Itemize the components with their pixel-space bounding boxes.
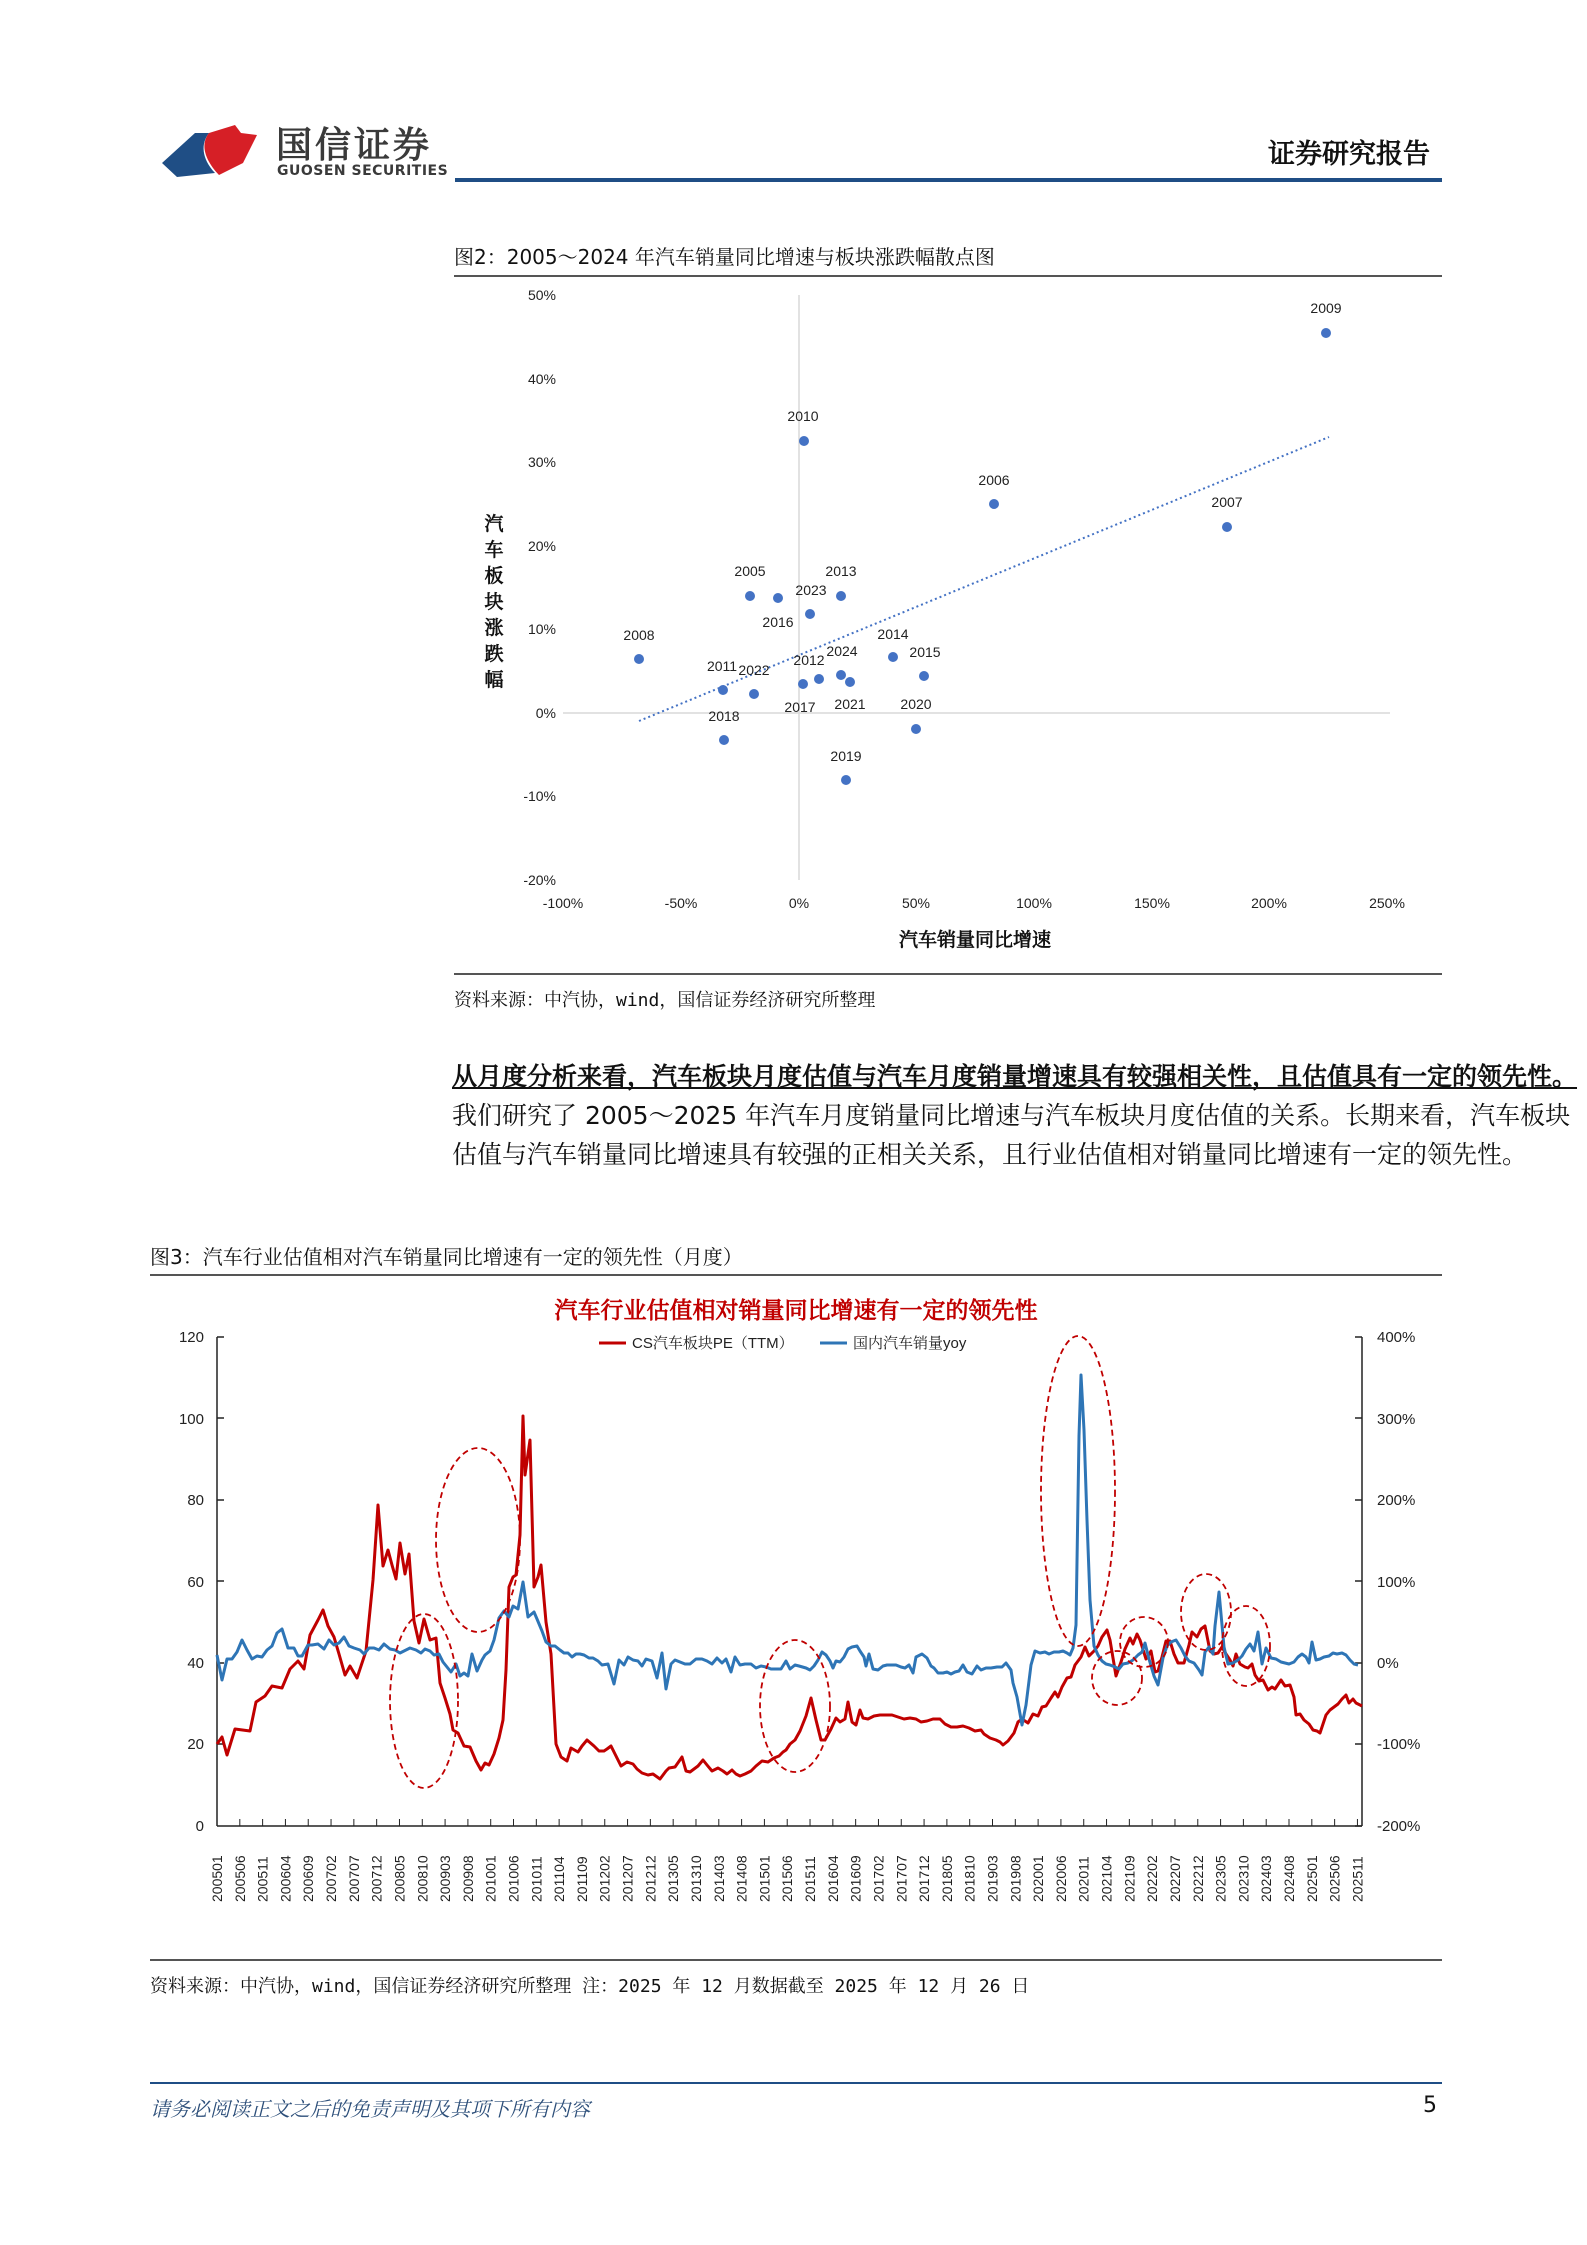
svg-text:50%: 50% <box>901 895 931 911</box>
svg-text:200501: 200501 <box>209 1855 225 1902</box>
svg-text:2006: 2006 <box>978 472 1010 488</box>
svg-text:300%: 300% <box>1377 1411 1416 1428</box>
svg-text:202511: 202511 <box>1349 1856 1366 1902</box>
svg-text:板: 板 <box>484 566 504 587</box>
svg-text:201501: 201501 <box>756 1855 773 1902</box>
svg-text:200903: 200903 <box>437 1855 454 1902</box>
left-axis-ticks <box>179 1329 204 1835</box>
page-number: 5 <box>1423 2093 1437 2118</box>
figure2-top-rule <box>454 275 1442 277</box>
svg-text:2019: 2019 <box>830 748 862 764</box>
svg-text:201001: 201001 <box>482 1855 499 1902</box>
svg-text:200805: 200805 <box>391 1855 408 1902</box>
svg-text:100%: 100% <box>1377 1574 1416 1591</box>
svg-text:201810: 201810 <box>961 1855 978 1902</box>
svg-text:-50%: -50% <box>664 895 698 911</box>
svg-text:20%: 20% <box>527 538 556 554</box>
figure2-bottom-rule <box>454 973 1442 975</box>
svg-text:201202: 201202 <box>596 1855 613 1902</box>
svg-text:2015: 2015 <box>909 644 941 660</box>
svg-text:200810: 200810 <box>414 1855 431 1902</box>
svg-text:10%: 10% <box>527 621 556 637</box>
svg-text:-10%: -10% <box>523 788 556 804</box>
header-rule <box>455 178 1442 182</box>
svg-text:201604: 201604 <box>824 1855 841 1902</box>
svg-text:201403: 201403 <box>710 1855 727 1902</box>
x-axis-ticks <box>217 1819 1357 1826</box>
svg-text:202001: 202001 <box>1030 1855 1047 1902</box>
svg-text:2016: 2016 <box>762 614 794 630</box>
svg-text:0: 0 <box>195 1818 204 1835</box>
svg-text:201506: 201506 <box>779 1855 796 1902</box>
figure3-source: 资料来源：中汽协，wind，国信证券经济研究所整理 注：2025 年 12 月数据截至 2025 年 12 月 26 日 <box>150 1976 1030 1997</box>
svg-text:201908: 201908 <box>1007 1855 1024 1902</box>
svg-text:200%: 200% <box>1377 1492 1416 1509</box>
paragraph-body: 我们研究了 2005～2025 年汽车月度销量同比增速与汽车板块月度估值的关系。长期来看，汽车板块估值与汽车销量同比增速具有较强的正相关关系，且行业估值相对销量同比增速有一定的领先性。 <box>452 1101 1571 1169</box>
svg-text:201104: 201104 <box>551 1856 568 1902</box>
x-axis-title: 汽车销量同比增速 <box>898 930 1052 951</box>
svg-text:120: 120 <box>178 1329 204 1346</box>
svg-text:-20%: -20% <box>523 872 556 888</box>
svg-text:202212: 202212 <box>1189 1855 1206 1902</box>
svg-text:202202: 202202 <box>1144 1855 1161 1902</box>
highlight-ellipses <box>390 1336 1270 1788</box>
svg-text:CS汽车板块PE（TTM）: CS汽车板块PE（TTM） <box>632 1335 794 1352</box>
svg-text:2007: 2007 <box>1211 494 1243 510</box>
svg-text:50%: 50% <box>527 287 556 303</box>
svg-text:200702: 200702 <box>323 1855 340 1902</box>
point-labels <box>623 300 1341 764</box>
svg-text:202506: 202506 <box>1326 1855 1343 1902</box>
svg-text:150%: 150% <box>1134 895 1170 911</box>
svg-text:201305: 201305 <box>665 1855 682 1902</box>
svg-text:200609: 200609 <box>300 1855 317 1902</box>
svg-text:0%: 0% <box>788 895 810 911</box>
svg-text:201511: 201511 <box>802 1856 819 1902</box>
svg-text:200%: 200% <box>1251 895 1287 911</box>
svg-text:2021: 2021 <box>834 696 866 712</box>
svg-text:2020: 2020 <box>900 696 932 712</box>
svg-text:2008: 2008 <box>623 627 655 643</box>
figure2-title: 图2：2005～2024 年汽车销量同比增速与板块涨跌幅散点图 <box>454 245 995 269</box>
svg-text:201212: 201212 <box>642 1855 659 1902</box>
svg-text:车: 车 <box>484 540 504 561</box>
svg-text:202104: 202104 <box>1098 1855 1115 1902</box>
svg-text:201310: 201310 <box>687 1855 704 1902</box>
svg-text:201805: 201805 <box>938 1855 955 1902</box>
svg-text:-100%: -100% <box>542 895 584 911</box>
pe-series-line <box>217 1416 1362 1779</box>
x-axis-ticks <box>543 895 1405 911</box>
svg-text:20: 20 <box>187 1736 204 1753</box>
svg-text:201609: 201609 <box>847 1855 864 1902</box>
svg-text:202501: 202501 <box>1303 1855 1320 1902</box>
svg-text:40: 40 <box>187 1655 204 1672</box>
svg-text:200712: 200712 <box>368 1855 385 1902</box>
svg-text:跌: 跌 <box>484 644 504 665</box>
svg-text:2010: 2010 <box>787 408 819 424</box>
svg-text:-100%: -100% <box>1377 1736 1421 1753</box>
paragraph-emphasis: 从月度分析来看，汽车板块月度估值与汽车月度销量增速具有较强相关性，且估值具有一定的领先性。 <box>452 1062 1578 1091</box>
svg-text:-200%: -200% <box>1377 1818 1421 1835</box>
x-axis-labels <box>209 1855 1365 1902</box>
svg-text:2024: 2024 <box>826 643 858 659</box>
svg-text:块: 块 <box>484 592 504 613</box>
svg-text:80: 80 <box>187 1492 204 1509</box>
line-chart <box>150 1280 1442 1960</box>
svg-text:2005: 2005 <box>734 563 766 579</box>
svg-text:2009: 2009 <box>1310 300 1342 316</box>
svg-text:30%: 30% <box>527 454 556 470</box>
svg-text:2012: 2012 <box>793 652 825 668</box>
svg-text:200506: 200506 <box>231 1855 248 1902</box>
svg-text:60: 60 <box>187 1574 204 1591</box>
svg-text:40%: 40% <box>527 371 556 387</box>
figure3-bottom-rule <box>150 1959 1442 1961</box>
svg-text:201207: 201207 <box>619 1855 636 1902</box>
svg-text:400%: 400% <box>1377 1329 1416 1346</box>
svg-text:2011: 2011 <box>706 658 738 674</box>
svg-text:200604: 200604 <box>277 1855 294 1902</box>
svg-text:200707: 200707 <box>345 1855 362 1902</box>
figure3-title: 图3：汽车行业估值相对汽车销量同比增速有一定的领先性（月度） <box>150 1245 743 1269</box>
scatter-chart <box>454 280 1444 970</box>
y-axis-ticks <box>523 287 556 888</box>
svg-text:201707: 201707 <box>893 1855 910 1902</box>
svg-text:国内汽车销量yoy: 国内汽车销量yoy <box>853 1335 967 1352</box>
svg-text:201109: 201109 <box>573 1856 590 1902</box>
svg-text:200908: 200908 <box>459 1855 476 1902</box>
svg-text:100: 100 <box>178 1411 204 1428</box>
svg-text:100%: 100% <box>1016 895 1052 911</box>
svg-text:涨: 涨 <box>484 618 504 639</box>
svg-text:200511: 200511 <box>254 1856 271 1902</box>
svg-text:201903: 201903 <box>984 1855 1001 1902</box>
footer-disclaimer: 请务必阅读正文之后的免责声明及其项下所有内容 <box>150 2097 590 2121</box>
svg-text:202408: 202408 <box>1281 1855 1298 1902</box>
svg-text:2014: 2014 <box>877 626 909 642</box>
svg-text:202310: 202310 <box>1235 1855 1252 1902</box>
svg-text:0%: 0% <box>535 705 556 721</box>
svg-text:201011: 201011 <box>528 1856 545 1902</box>
svg-text:汽: 汽 <box>484 514 504 535</box>
svg-text:2013: 2013 <box>825 563 857 579</box>
svg-text:202109: 202109 <box>1121 1855 1138 1902</box>
svg-text:201006: 201006 <box>505 1855 522 1902</box>
svg-text:202403: 202403 <box>1258 1855 1275 1902</box>
footer-rule <box>150 2082 1442 2084</box>
figure2-source: 资料来源：中汽协，wind，国信证券经济研究所整理 <box>454 990 876 1011</box>
figure3-top-rule <box>150 1274 1442 1276</box>
line-chart-title: 汽车行业估值相对销量同比增速有一定的领先性 <box>554 1297 1038 1323</box>
svg-text:201408: 201408 <box>733 1855 750 1902</box>
svg-text:幅: 幅 <box>484 670 504 691</box>
y-axis-title <box>484 512 504 691</box>
svg-text:250%: 250% <box>1369 895 1405 911</box>
logo-text-en: GUOSEN SECURITIES <box>277 163 449 179</box>
svg-text:2023: 2023 <box>795 582 827 598</box>
svg-text:202011: 202011 <box>1075 1856 1092 1902</box>
body-paragraph <box>452 1057 1582 1174</box>
logo-text-cn: 国信证券 <box>276 125 433 166</box>
report-type-label: 证券研究报告 <box>1268 139 1430 170</box>
svg-text:0%: 0% <box>1377 1655 1399 1672</box>
svg-text:201702: 201702 <box>870 1855 887 1902</box>
legend <box>599 1334 967 1352</box>
svg-text:2022: 2022 <box>738 662 770 678</box>
svg-text:2017: 2017 <box>784 699 816 715</box>
logo-mark-icon <box>157 113 267 181</box>
svg-text:202207: 202207 <box>1166 1855 1183 1902</box>
svg-text:201712: 201712 <box>916 1855 933 1902</box>
svg-text:202006: 202006 <box>1052 1855 1069 1902</box>
svg-text:202305: 202305 <box>1212 1855 1229 1902</box>
svg-text:2018: 2018 <box>708 708 740 724</box>
logo <box>157 113 267 181</box>
right-axis-ticks <box>1377 1329 1420 1835</box>
